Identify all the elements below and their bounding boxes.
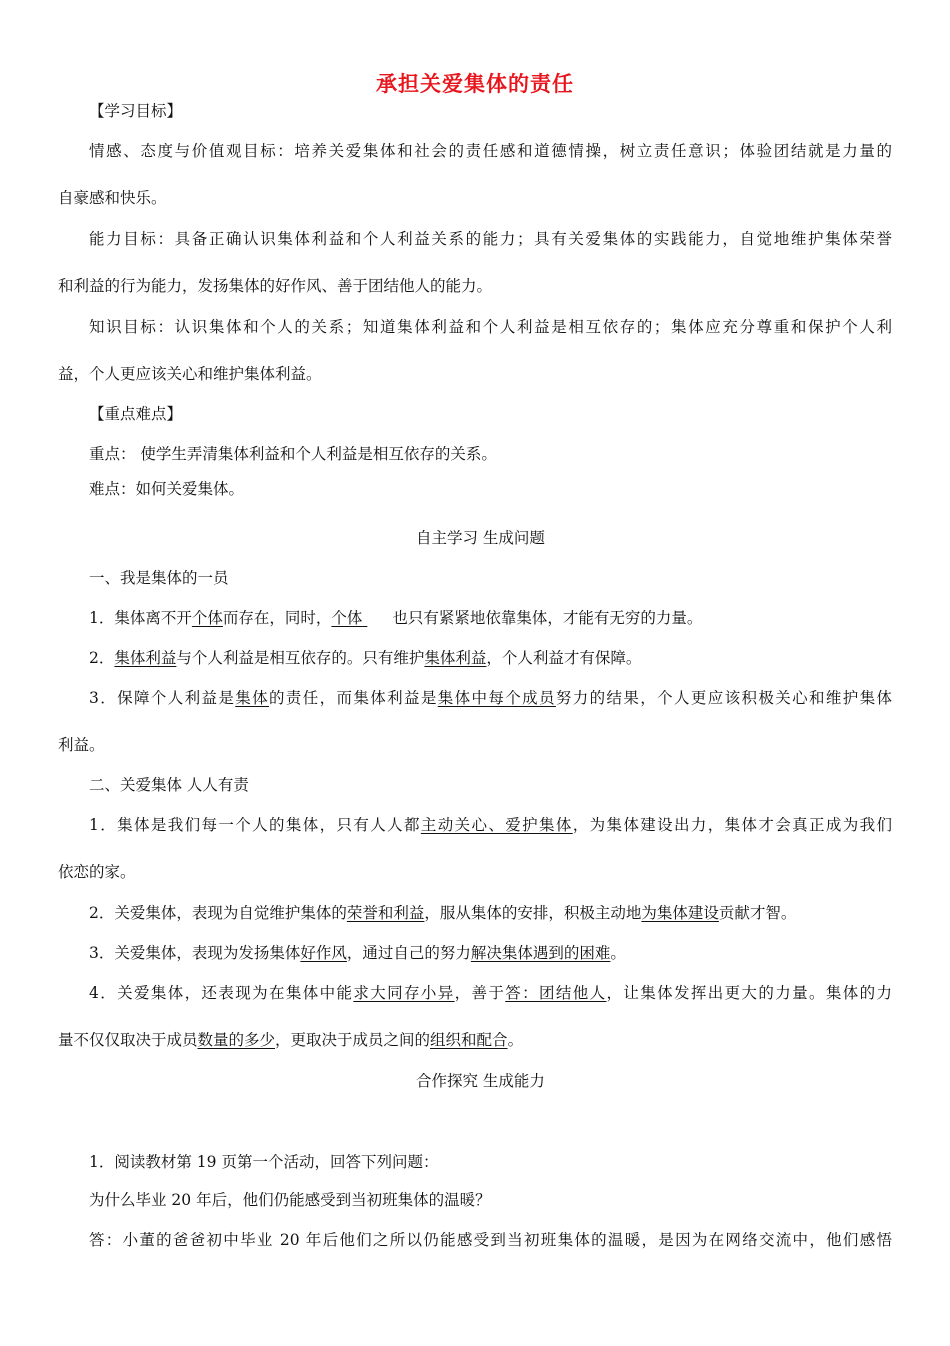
goal-knowledge-line2: 益，个人更应该关心和维护集体利益。 [58, 365, 322, 383]
answer-blank: 解决集体遇到的困难 [470, 944, 611, 962]
question-1: 1．阅读教材第 19 页第一个活动，回答下列问题： [89, 1153, 439, 1171]
page-title: 承担关爱集体的责任 [376, 72, 574, 96]
part2-item3: 3．关爱集体，表现为发扬集体好作风，通过自己的努力解决集体遇到的困难。 [89, 944, 626, 962]
answer-blank: 为集体建设 [641, 904, 719, 922]
section-heading-key: 【重点难点】 [89, 405, 183, 423]
answer-blank: 个体 [331, 609, 363, 627]
answer-blank: 集体利益 [424, 649, 487, 667]
heading-self-study: 自主学习 生成问题 [416, 529, 545, 547]
heading-cooperative: 合作探究 生成能力 [416, 1072, 545, 1090]
answer-blank: 好作风 [300, 944, 347, 962]
answer-blank: 荣誉和利益 [346, 904, 425, 922]
answer-blank: 组织和配合 [430, 1031, 508, 1049]
goal-ability-line2: 和利益的行为能力，发扬集体的好作风、善于团结他人的能力。 [58, 277, 493, 295]
difficulty-point: 难点：如何关爱集体。 [89, 480, 245, 498]
part1-title: 一、我是集体的一员 [89, 569, 229, 587]
goal-ability-line1: 能力目标：具备正确认识集体利益和个人利益关系的能力；具有关爱集体的实践能力，自觉地维护集体荣誉 [89, 230, 892, 248]
answer-blank: 主动关心、爱护集体 [420, 816, 573, 834]
question-1-answer: 答：小董的爸爸初中毕业 20 年后他们之所以仍能感受到当初班集体的温暖，是因为在网络交流中，他们感悟 [89, 1231, 892, 1249]
part2-item4-cont: 量不仅仅取决于成员数量的多少，更取决于成员之间的组织和配合。 [58, 1031, 524, 1049]
question-1-prompt: 为什么毕业 20 年后，他们仍能感受到当初班集体的温暖？ [89, 1191, 491, 1209]
part1-item3: 3．保障个人利益是集体的责任，而集体利益是集体中每个成员努力的结果，个人更应该积极关心和维护集体 [89, 689, 892, 707]
part1-item2: 2．集体利益与个人利益是相互依存的。只有维护集体利益，个人利益才有保障。 [89, 649, 642, 667]
answer-blank: 集体中每个成员 [437, 689, 556, 707]
part1-item3-cont: 利益。 [58, 736, 105, 754]
part2-title: 二、关爱集体 人人有责 [89, 776, 249, 794]
part2-item4: 4．关爱集体，还表现为在集体中能求大同存小异，善于答：团结他人，让集体发挥出更大的力量。集体的力 [89, 984, 892, 1002]
goal-knowledge-line1: 知识目标：认识集体和个人的关系；知道集体利益和个人利益是相互依存的；集体应充分尊重和保护个人利 [89, 318, 892, 336]
key-point: 重点： 使学生弄清集体利益和个人利益是相互依存的关系。 [89, 445, 497, 463]
part2-item1-cont: 依恋的家。 [58, 863, 136, 881]
section-heading-goals: 【学习目标】 [89, 102, 183, 120]
part2-item1: 1．集体是我们每一个人的集体，只有人人都主动关心、爱护集体，为集体建设出力，集体才会真正成为我们 [89, 816, 892, 834]
part2-item2: 2．关爱集体，表现为自觉维护集体的荣誉和利益，服从集体的安排，积极主动地为集体建设贡献才智。 [89, 904, 797, 922]
goal-emotion-line2: 自豪感和快乐。 [58, 189, 167, 207]
answer-blank: 集体利益 [114, 649, 177, 667]
answer-blank: 答：团结他人 [505, 984, 607, 1002]
answer-blank: 集体 [235, 689, 269, 707]
answer-blank: 数量的多少 [197, 1031, 276, 1049]
answer-blank: 求大同存小异 [353, 984, 455, 1002]
answer-blank: 个体 [191, 609, 223, 627]
part1-item1: 1．集体离不开个体而存在，同时，个体 也只有紧紧地依靠集体，才能有无穷的力量。 [89, 609, 703, 627]
goal-emotion-line1: 情感、态度与价值观目标：培养关爱集体和社会的责任感和道德情操，树立责任意识；体验团结就是力量的 [89, 142, 892, 160]
